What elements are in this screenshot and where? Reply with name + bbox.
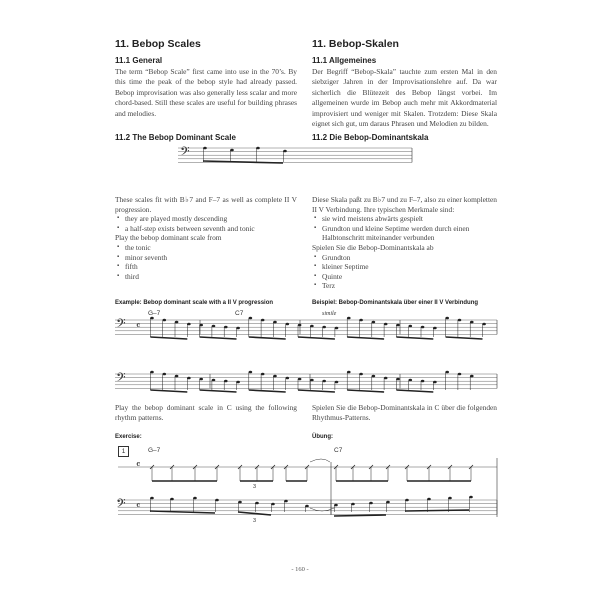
- note-head: [150, 371, 154, 374]
- note-head: [298, 378, 302, 381]
- page-number: - 160 -: [291, 566, 309, 573]
- note-head: [163, 319, 167, 322]
- note-head: [230, 149, 234, 152]
- list-item: ▪ Grundton: [322, 253, 497, 263]
- note-head: [224, 326, 228, 329]
- list-item: ▪ kleiner Septime: [322, 262, 497, 272]
- note-head: [271, 503, 275, 506]
- beam: [200, 337, 237, 339]
- note-head: [273, 375, 277, 378]
- beam: [200, 390, 237, 392]
- right-play-from: Spielen Sie die Bebop-Dominantskala ab: [312, 242, 434, 252]
- note-head: [409, 379, 413, 382]
- beam: [150, 390, 187, 392]
- note-head: [427, 498, 431, 501]
- right-exercise-label: Übung:: [312, 434, 333, 440]
- bass-clef-icon: 𝄢: [116, 316, 126, 334]
- note-head: [175, 321, 179, 324]
- beam: [334, 515, 386, 516]
- note-head: [482, 323, 486, 326]
- list-item: ▪ a half-step exists between seventh and tonic: [125, 224, 297, 234]
- note-head: [310, 379, 314, 382]
- note-head: [322, 380, 326, 383]
- note-head: [396, 378, 400, 381]
- note-head: [286, 377, 290, 380]
- note-head: [334, 504, 338, 507]
- triplet-marking: 3: [253, 518, 257, 524]
- note-head: [405, 499, 409, 502]
- note-head: [236, 327, 240, 330]
- common-time-icon: 𝄴: [136, 321, 141, 332]
- note-head: [261, 319, 265, 322]
- note-head: [175, 375, 179, 378]
- note-head: [458, 319, 462, 322]
- chord-symbol: C7: [235, 310, 244, 317]
- note-head: [351, 503, 355, 506]
- right-fit-text: Diese Skala paßt zu B♭7 und zu F–7, also zu einer kompletten II V Verbindung. Ihre typischen Merkmale sind:: [312, 195, 497, 214]
- left-s2-heading: 11.2 The Bebop Dominant Scale: [115, 133, 236, 142]
- list-item: ▪ sie wird meistens abwärts gespielt: [322, 214, 497, 224]
- beam: [347, 337, 384, 339]
- beam: [298, 390, 335, 392]
- common-time-icon: 𝄴: [136, 460, 141, 471]
- note-head: [199, 378, 203, 381]
- note-head: [469, 496, 473, 499]
- note-head: [470, 375, 474, 378]
- bass-clef-icon: 𝄢: [180, 144, 190, 162]
- beam: [396, 337, 433, 339]
- list-item: ▪ minor seventh: [125, 253, 297, 263]
- beam: [203, 161, 283, 163]
- beam: [249, 337, 286, 339]
- note-head: [150, 497, 154, 500]
- right-exercise-text: Spielen Sie die Bebop-Dominantskala in C über die folgenden Rhythmus-Patterns.: [312, 403, 497, 422]
- note-head: [445, 317, 449, 320]
- right-s1-heading: 11.1 Allgemeines: [312, 56, 377, 65]
- note-head: [470, 321, 474, 324]
- note-head: [347, 371, 351, 374]
- note-head: [193, 497, 197, 500]
- note-head: [199, 324, 203, 327]
- beam: [405, 510, 469, 511]
- note-head: [310, 325, 314, 328]
- note-head: [170, 498, 174, 501]
- bass-clef-icon: 𝄢: [116, 370, 126, 388]
- note-head: [256, 147, 260, 150]
- note-head: [187, 323, 191, 326]
- note-head: [236, 381, 240, 384]
- note-head: [273, 321, 277, 324]
- note-head: [445, 371, 449, 374]
- left-example-heading: Example: Bebop dominant scale with a II V progression: [115, 300, 274, 306]
- left-s1-text: The term “Bebop Scale” first came into use in the 70’s. By this time the peak of the bebop style had already passed. Bebop improvisation was also generally less scalar and more chord-based. Still these scales are useful for building phrases and melodies.: [115, 67, 297, 118]
- beam: [347, 390, 384, 392]
- note-head: [384, 323, 388, 326]
- note-head: [261, 373, 265, 376]
- note-head: [286, 323, 290, 326]
- note-head: [238, 501, 242, 504]
- note-head: [212, 325, 216, 328]
- list-item: ▪ Terz: [322, 281, 497, 291]
- left-fit-text: These scales fit with B♭7 and F–7 as well as complete II V progression.: [115, 195, 297, 214]
- exercise-number-box: 1: [118, 446, 129, 457]
- note-head: [421, 326, 425, 329]
- note-head: [433, 381, 437, 384]
- note-head: [335, 327, 339, 330]
- simile-marking: simile: [322, 311, 337, 317]
- right-example-heading: Beispiel: Bebop-Dominantskala über einer II V Verbindung: [312, 300, 479, 306]
- triplet-marking: 3: [253, 484, 257, 490]
- note-head: [215, 499, 219, 502]
- note-head: [372, 321, 376, 324]
- note-head: [255, 502, 259, 505]
- note-head: [305, 505, 309, 508]
- note-head: [298, 324, 302, 327]
- beam: [446, 337, 483, 339]
- note-head: [347, 317, 351, 320]
- list-item: ▪ third: [125, 272, 297, 282]
- left-exercise-label: Exercise:: [115, 434, 142, 440]
- right-title: 11. Bebop-Skalen: [312, 38, 399, 50]
- note-head: [322, 326, 326, 329]
- note-head: [249, 371, 253, 374]
- note-head: [150, 317, 154, 320]
- note-head: [448, 497, 452, 500]
- note-head: [386, 501, 390, 504]
- beam: [150, 337, 187, 339]
- note-head: [458, 373, 462, 376]
- note-head: [284, 500, 288, 503]
- note-head: [421, 380, 425, 383]
- note-head: [433, 327, 437, 330]
- list-item: ▪ Grundton und kleine Septime werden durch einen Halbtonschritt miteinander verbunden: [322, 224, 497, 243]
- chord-symbol: G–7: [148, 447, 161, 454]
- beam: [396, 390, 433, 392]
- note-head: [224, 380, 228, 383]
- note-head: [163, 373, 167, 376]
- note-head: [335, 381, 339, 384]
- note-head: [212, 379, 216, 382]
- left-title: 11. Bebop Scales: [115, 38, 201, 50]
- list-item: ▪ fifth: [125, 262, 297, 272]
- left-play-from: Play the bebop dominant scale from: [115, 233, 222, 243]
- note-head: [409, 325, 413, 328]
- chord-symbol: G–7: [148, 310, 161, 317]
- note-head: [187, 377, 191, 380]
- tie: [310, 459, 330, 462]
- right-s1-text: Der Begriff “Bebop-Skala” tauchte zum ersten Mal in den siebziger Jahren in der Improvisationslehre auf. Da war sicherlich die Blütezeit des Bebop längst vorbei. Im allgemeinen wurde im Bebop auch mehr mit Akkordmaterial improvisiert und weniger mit Skalen. Trotzdem: Diese Skala eignet sich gut, um daraus Phrasen und Melodien zu bilden.: [312, 67, 497, 129]
- note-head: [369, 502, 373, 505]
- list-item: ▪ Quinte: [322, 272, 497, 282]
- left-exercise-text: Play the bebop dominant scale in C using the following rhythm patterns.: [115, 403, 297, 422]
- list-item: ▪ the tonic: [125, 243, 297, 253]
- note-head: [372, 375, 376, 378]
- note-head: [359, 373, 363, 376]
- beam: [150, 511, 215, 513]
- note-head: [359, 319, 363, 322]
- beam: [298, 337, 335, 339]
- chord-symbol: C7: [334, 447, 343, 454]
- note-head: [396, 324, 400, 327]
- beam: [249, 390, 286, 392]
- common-time-icon: 𝄴: [136, 501, 141, 512]
- list-item: ▪ they are played mostly descending: [125, 214, 297, 224]
- bass-clef-icon: 𝄢: [116, 496, 126, 514]
- note-head: [283, 150, 287, 153]
- note-head: [249, 317, 253, 320]
- note-head: [384, 377, 388, 380]
- note-head: [203, 147, 207, 150]
- right-s2-heading: 11.2 Die Bebop-Dominantskala: [312, 133, 429, 142]
- left-s1-heading: 11.1 General: [115, 56, 163, 65]
